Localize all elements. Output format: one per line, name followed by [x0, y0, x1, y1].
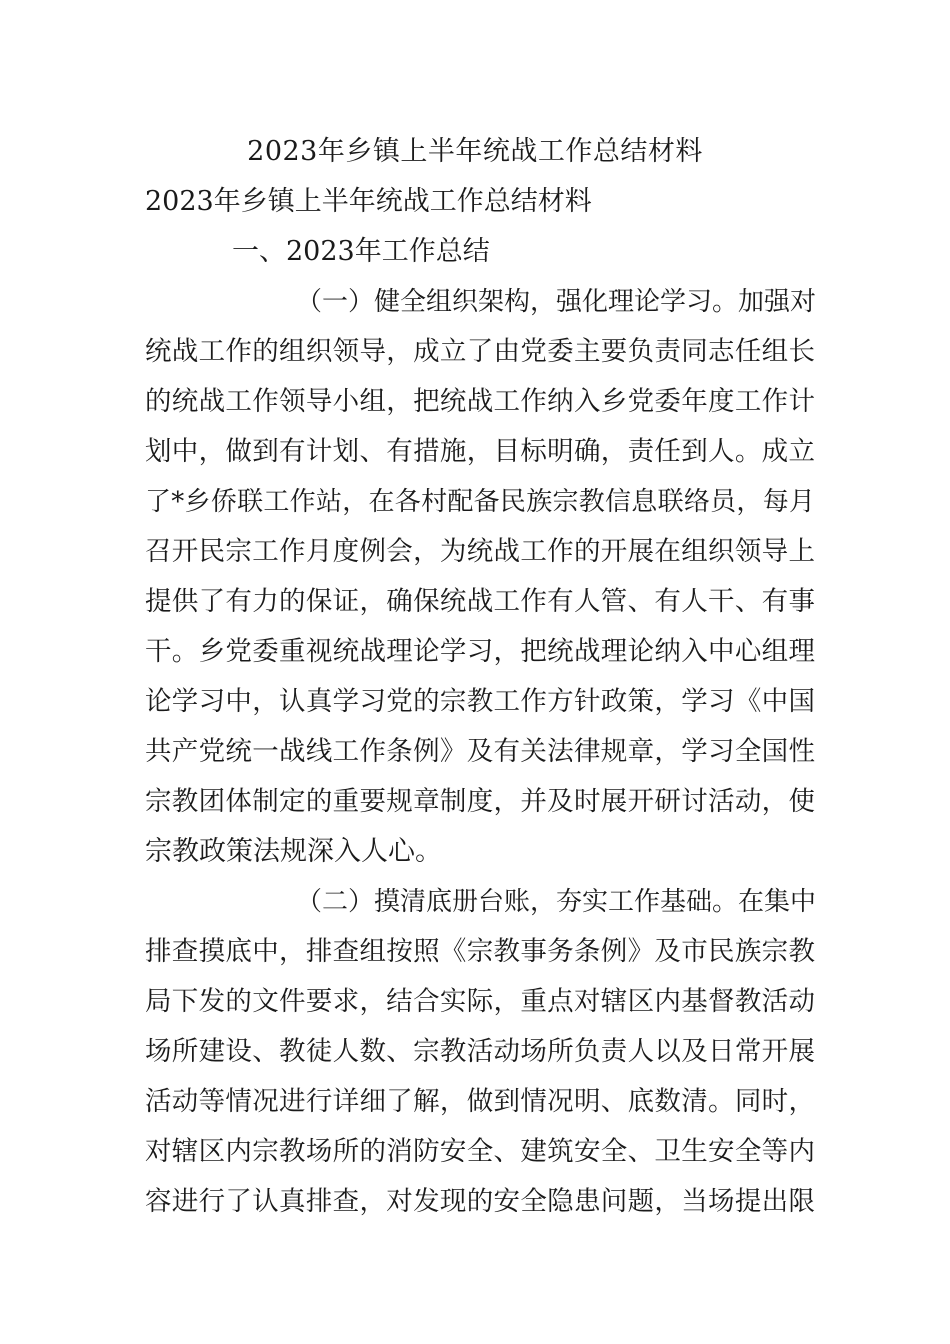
paragraph-2-line: （二）摸清底册台账，夯实工作基础。在集中 — [296, 887, 817, 917]
paragraph-1-line: （一）健全组织架构，强化理论学习。加强对 — [296, 287, 817, 317]
paragraph-1-line: 宗教政策法规深入人心。 — [145, 836, 442, 867]
paragraph-1-line: 提供了有力的保证，确保统战工作有人管、有人干、有事 — [145, 586, 815, 617]
paragraph-1-line: 共产党统一战线工作条例》及有关法律规章，学习全国性 — [145, 736, 815, 767]
paragraph-1-line: 的统战工作领导小组，把统战工作纳入乡党委年度工作计 — [145, 386, 815, 417]
paragraph-1-line: 召开民宗工作月度例会，为统战工作的开展在组织领导上 — [145, 536, 815, 567]
paragraph-2-line: 场所建设、教徒人数、宗教活动场所负责人以及日常开展 — [145, 1036, 815, 1067]
paragraph-2-line: 容进行了认真排查，对发现的安全隐患问题，当场提出限 — [145, 1186, 815, 1217]
paragraph-2-line: 局下发的文件要求，结合实际，重点对辖区内基督教活动 — [145, 986, 815, 1017]
paragraph-1-line: 干。乡党委重视统战理论学习，把统战理论纳入中心组理 — [145, 636, 815, 667]
paragraph-1-line: 划中，做到有计划、有措施，目标明确，责任到人。成立 — [145, 436, 815, 467]
paragraph-2-line: 活动等情况进行详细了解，做到情况明、底数清。同时， — [145, 1086, 815, 1117]
document-title: 2023年乡镇上半年统战工作总结材料 — [247, 136, 703, 167]
paragraph-1-line: 论学习中，认真学习党的宗教工作方针政策，学习《中国 — [145, 686, 815, 717]
paragraph-2-line: 排查摸底中，排查组按照《宗教事务条例》及市民族宗教 — [145, 936, 815, 967]
section-heading: 一、2023年工作总结 — [232, 236, 490, 267]
document-subtitle: 2023年乡镇上半年统战工作总结材料 — [145, 186, 592, 217]
paragraph-1-line: 宗教团体制定的重要规章制度，并及时展开研讨活动，使 — [145, 786, 815, 817]
paragraph-1-line: 了*乡侨联工作站，在各村配备民族宗教信息联络员，每月 — [145, 487, 815, 517]
paragraph-1-line: 统战工作的组织领导，成立了由党委主要负责同志任组长 — [145, 336, 815, 367]
paragraph-2-line: 对辖区内宗教场所的消防安全、建筑安全、卫生安全等内 — [145, 1136, 815, 1167]
